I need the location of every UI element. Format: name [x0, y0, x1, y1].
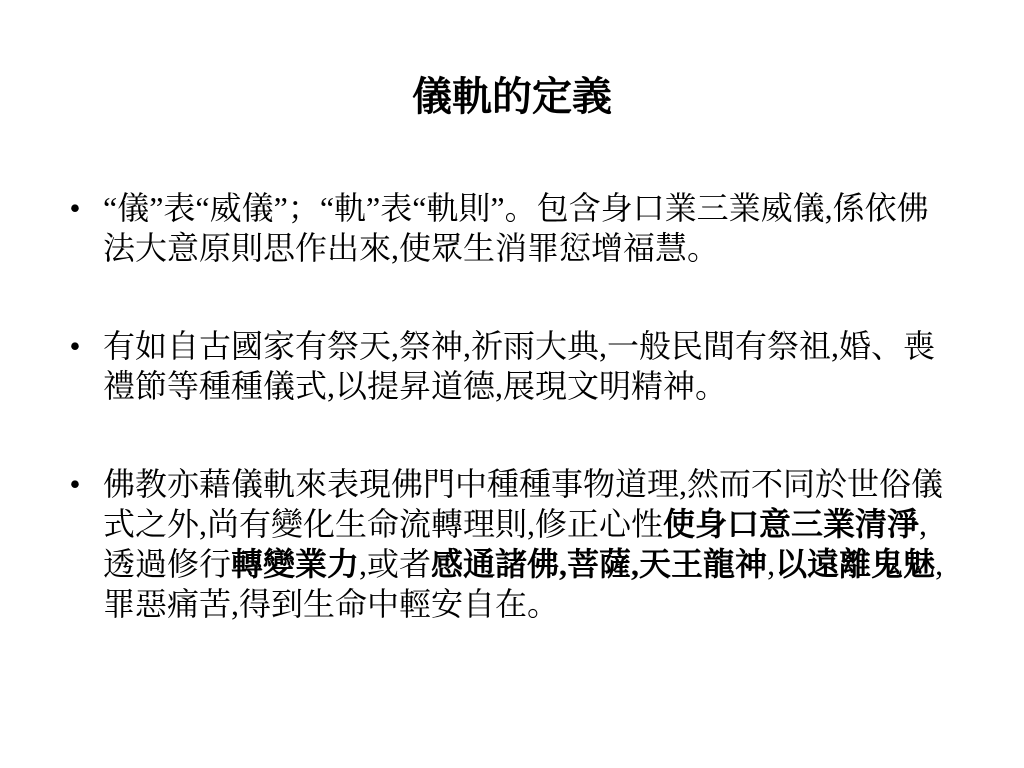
bullet-dot-icon: • — [69, 190, 81, 226]
bullet-text-segment: 佛教亦藉儀軌來表現佛門中種種事物道理,然而不同於世俗儀式之外,尚有變化生命流轉理則,修正心性 — [103, 466, 944, 542]
bullet-dot-icon: • — [69, 466, 81, 502]
bullet-text: 有如自古國家有祭天,祭神,祈雨大典,一般民間有祭祖,婚、喪禮節等種種儀式,以提昇道德,展現文明精神。 — [103, 328, 936, 404]
bullet-item-examples — [69, 326, 955, 406]
bullet-text-segment: , — [767, 546, 776, 582]
bullet-text-emphasis: 轉變業力 — [231, 546, 360, 582]
bullet-text-segment: ,罪惡痛苦,得到生命中輕安自在。 — [103, 546, 944, 622]
bullet-list — [69, 188, 955, 682]
bullet-dot-icon: • — [69, 328, 81, 364]
slide-title: 儀軌的定義 — [412, 74, 612, 119]
bullet-text-segment: ,透過修行 — [103, 506, 928, 582]
bullet-text-emphasis: 感通諸佛,菩薩,天王龍神 — [431, 546, 768, 582]
bullet-item-definition — [69, 188, 955, 268]
bullet-item-buddhist-purpose — [69, 464, 955, 624]
bullet-text-emphasis: 使身口意三業清淨 — [663, 506, 920, 542]
bullet-text: “儀”表“威儀”；“軌”表“軌則”。包含身口業三業威儀,係依佛法大意原則思作出來,使眾生消罪愆增福慧。 — [103, 190, 929, 266]
bullet-text-segment: ,或者 — [359, 546, 432, 582]
bullet-text-emphasis: 以遠離鬼魅 — [775, 546, 936, 582]
